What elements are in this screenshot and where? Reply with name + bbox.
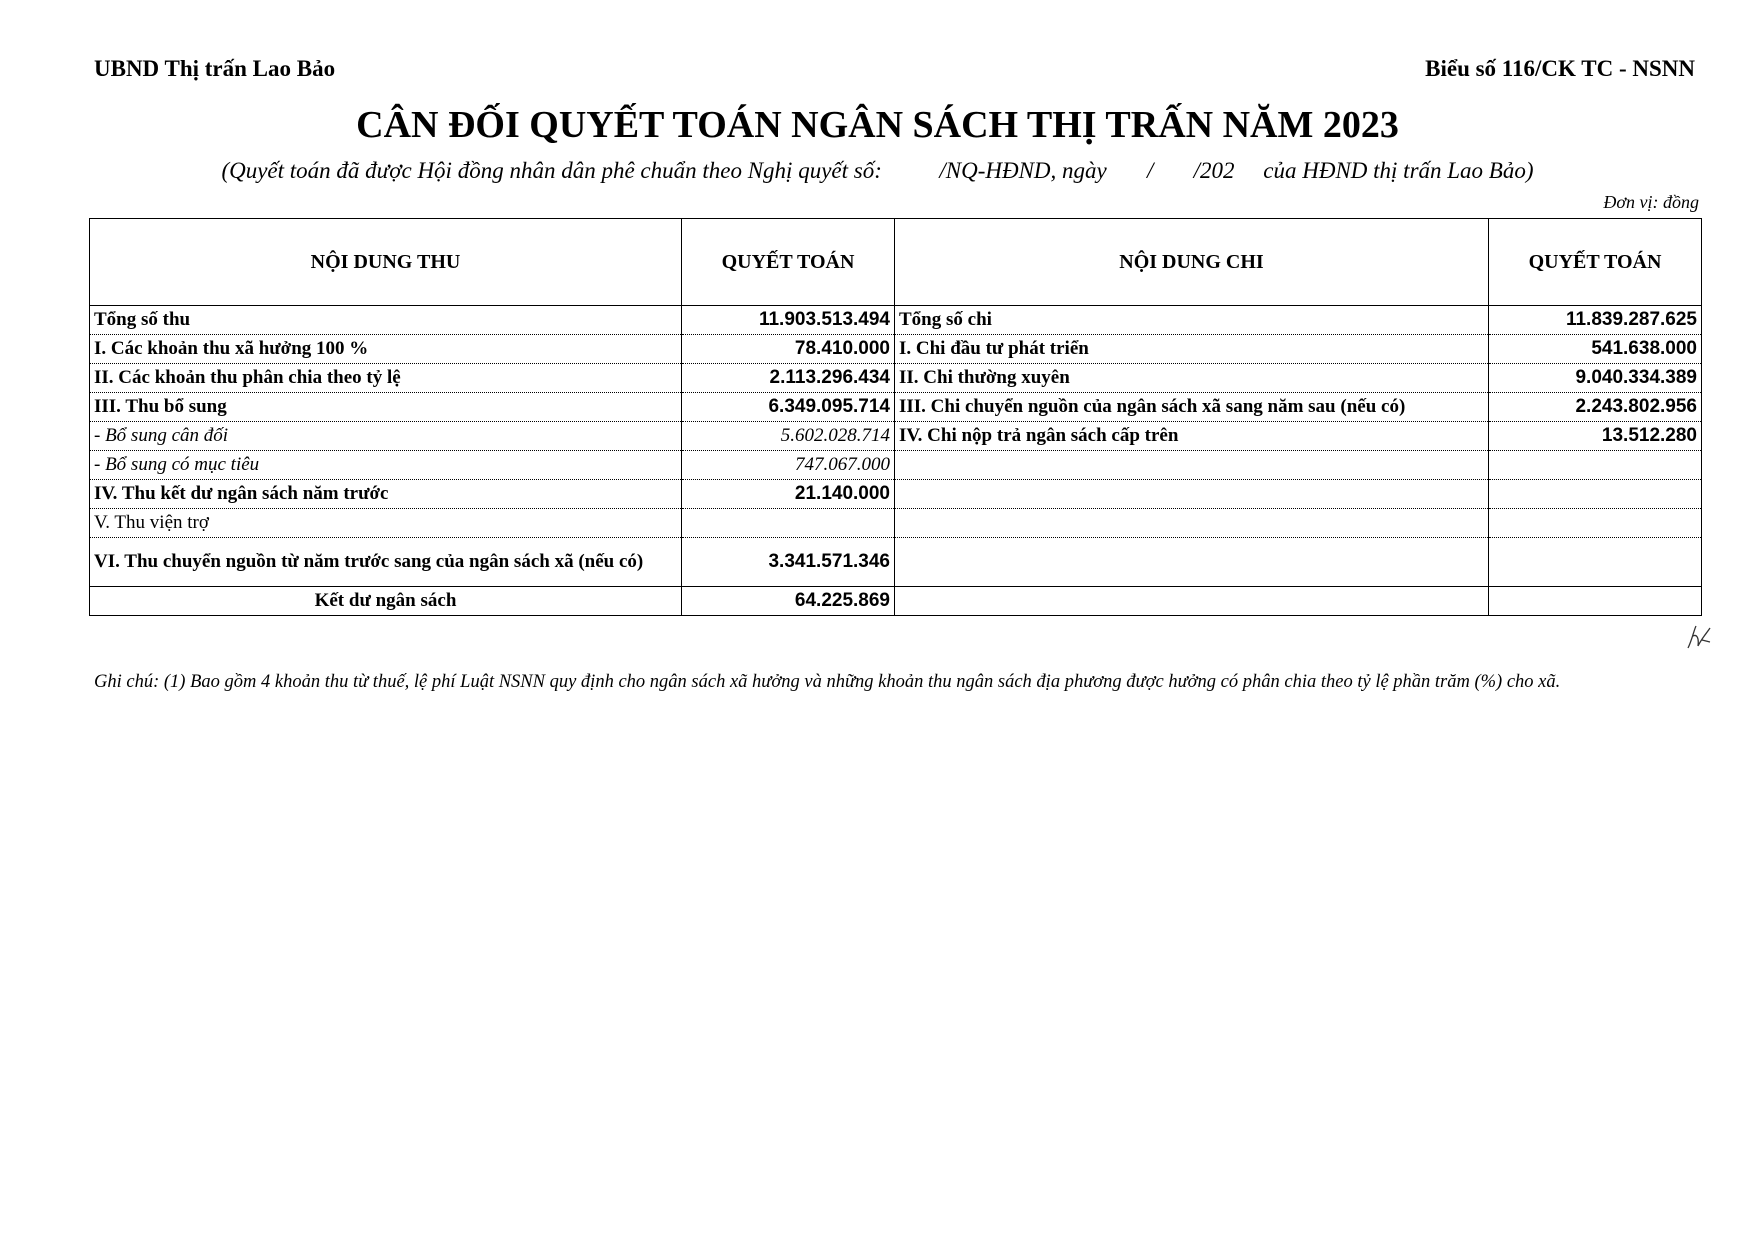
expense-value: 2.243.802.956 [1489,393,1702,422]
table-header-row [90,219,1702,306]
expense-value-empty [1489,480,1702,509]
form-number: Biểu số 116/CK TC - NSNN [1425,56,1695,81]
revenue-value: 11.903.513.494 [682,306,895,335]
balance-value: 64.225.869 [682,587,895,616]
unit-label: Đơn vị: đồng [1603,192,1699,212]
table-row [90,451,1702,480]
revenue-value: 6.349.095.714 [682,393,895,422]
table-row [90,422,1702,451]
expense-label-empty [895,451,1489,480]
expense-value-empty [1489,538,1702,587]
revenue-label: Tổng số thu [90,306,682,335]
revenue-value: 21.140.000 [682,480,895,509]
revenue-label: VI. Thu chuyển nguồn từ năm trước sang của ngân sách xã (nếu có) [90,538,682,587]
revenue-label: - Bổ sung có mục tiêu [90,451,682,480]
balance-label: Kết dư ngân sách [90,587,682,616]
table-row [90,509,1702,538]
expense-value: 11.839.287.625 [1489,306,1702,335]
table-row [90,306,1702,335]
revenue-label: III. Thu bổ sung [90,393,682,422]
expense-label-empty [895,509,1489,538]
header-revenue-amount: QUYẾT TOÁN [682,219,895,306]
expense-label: IV. Chi nộp trả ngân sách cấp trên [895,422,1489,451]
expense-label: I. Chi đầu tư phát triển [895,335,1489,364]
header-expense-content: NỘI DUNG CHI [895,219,1489,306]
expense-value-empty [1489,587,1702,616]
table-row [90,393,1702,422]
budget-balance-table [89,218,1702,616]
revenue-value: 5.602.028.714 [682,422,895,451]
table-row [90,480,1702,509]
expense-label-empty [895,480,1489,509]
expense-label: III. Chi chuyển nguồn của ngân sách xã sang năm sau (nếu có) [895,393,1489,422]
expense-label-empty [895,587,1489,616]
revenue-label: II. Các khoản thu phân chia theo tỷ lệ [90,364,682,393]
page-title: CÂN ĐỐI QUYẾT TOÁN NGÂN SÁCH THỊ TRẤN NĂM 2023 [356,104,1399,146]
expense-label: II. Chi thường xuyên [895,364,1489,393]
expense-label: Tổng số chi [895,306,1489,335]
revenue-value: 3.341.571.346 [682,538,895,587]
expense-value-empty [1489,451,1702,480]
initials-mark [1684,622,1714,652]
table-row [90,538,1702,587]
footnote: Ghi chú: (1) Bao gồm 4 khoản thu từ thuế, lệ phí Luật NSNN quy định cho ngân sách xã hưởng và những khoản thu ngân sách địa phương được hưởng có phân chia theo tỷ lệ phần trăm (%) cho xã. [94,672,1561,692]
expense-value: 541.638.000 [1489,335,1702,364]
revenue-value: 2.113.296.434 [682,364,895,393]
agency-name: UBND Thị trấn Lao Bảo [94,56,336,81]
revenue-label: - Bổ sung cân đối [90,422,682,451]
expense-value-empty [1489,509,1702,538]
revenue-value: 747.067.000 [682,451,895,480]
revenue-label: I. Các khoản thu xã hưởng 100 % [90,335,682,364]
subtitle: (Quyết toán đã được Hội đồng nhân dân phê chuẩn theo Nghị quyết số: /NQ-HĐND, ngày / /202 của HĐND thị trấn Lao Bảo) [221,158,1534,183]
table-row [90,587,1702,616]
expense-label-empty [895,538,1489,587]
expense-value: 13.512.280 [1489,422,1702,451]
revenue-label: V. Thu viện trợ [90,509,682,538]
table-row [90,335,1702,364]
header-revenue-content: NỘI DUNG THU [90,219,682,306]
revenue-value [682,509,895,538]
header-expense-amount: QUYẾT TOÁN [1489,219,1702,306]
table-row [90,364,1702,393]
expense-value: 9.040.334.389 [1489,364,1702,393]
revenue-label: IV. Thu kết dư ngân sách năm trước [90,480,682,509]
revenue-value: 78.410.000 [682,335,895,364]
